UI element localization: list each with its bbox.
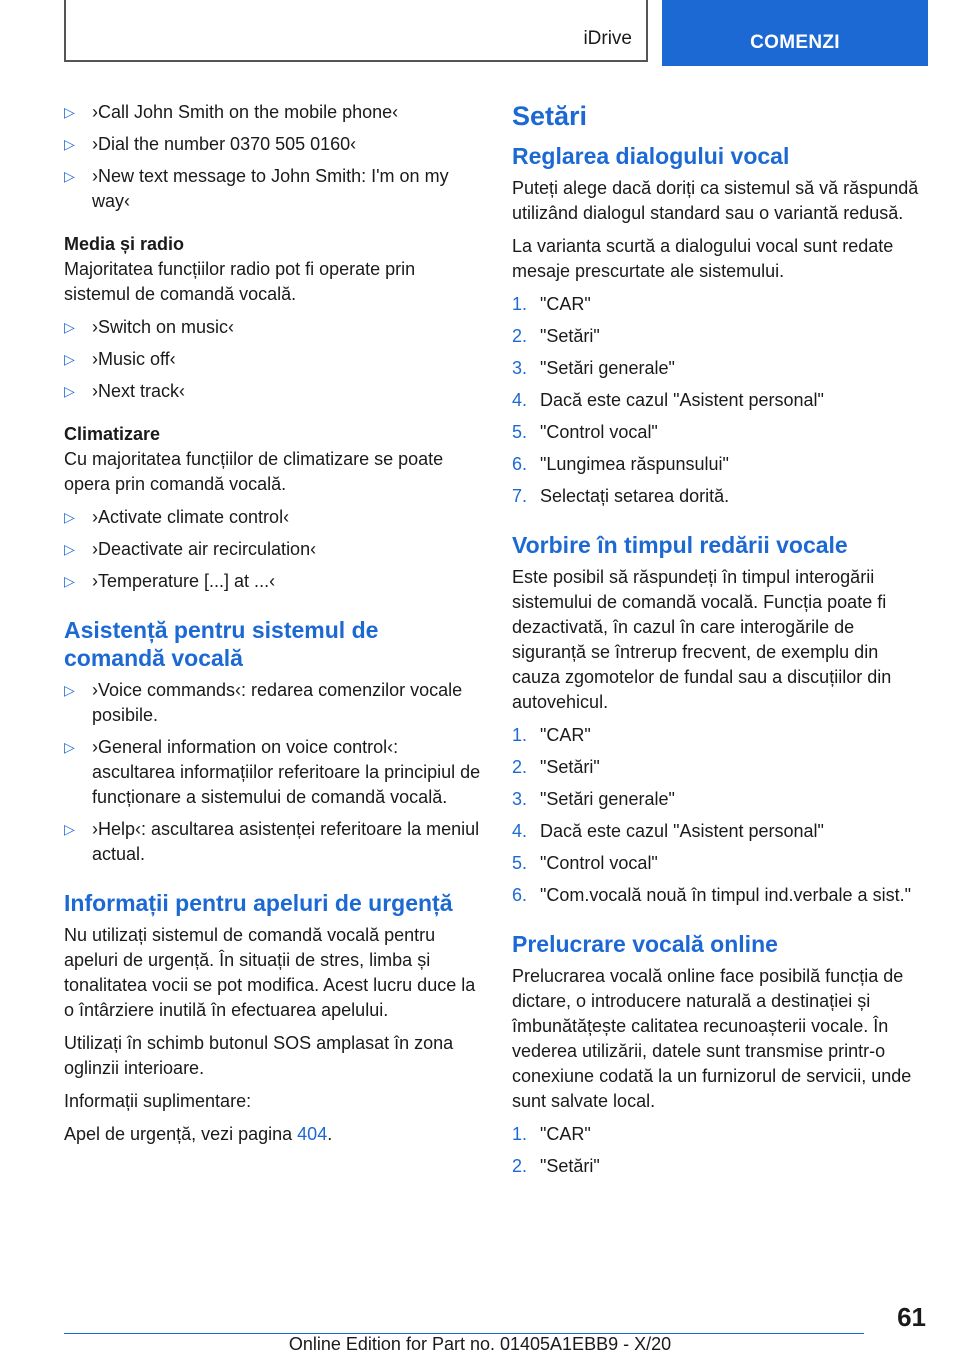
triangle-bullet-icon: ▷ — [64, 136, 75, 152]
paragraph: La varianta scurtă a dialogului vocal sunt redate mesaje prescurtate ale sistemului. — [512, 236, 894, 281]
list-item: 2. "Setări" — [512, 1154, 928, 1179]
triangle-bullet-icon: ▷ — [64, 104, 75, 120]
triangle-bullet-icon: ▷ — [64, 168, 75, 184]
step-number: 2. — [512, 757, 528, 777]
paragraph: Cu majoritatea funcțiilor de climatizare se poate opera prin comandă vocală. — [64, 449, 444, 494]
section-heading: Asistență pentru sistemul de comandă vocală — [64, 617, 379, 671]
step-number: 2. — [512, 1156, 528, 1176]
section-heading: Informații pentru apeluri de urgență — [64, 890, 453, 916]
paragraph: Apel de urgență, vezi pagina 404. — [64, 1124, 333, 1144]
list-item: 5. "Control vocal" — [512, 851, 928, 876]
page-header — [64, 0, 928, 66]
list-item: 3. "Setări generale" — [512, 356, 928, 381]
step-number: 4. — [512, 821, 528, 841]
triangle-bullet-icon: ▷ — [64, 821, 75, 837]
triangle-bullet-icon: ▷ — [64, 573, 75, 589]
triangle-bullet-icon: ▷ — [64, 739, 75, 755]
step-number: 6. — [512, 454, 528, 474]
list-item: 1. "CAR" — [512, 292, 928, 317]
section-heading: Climatizare — [64, 424, 161, 444]
edition-footer: Online Edition for Part no. 01405A1EBB9 - X/20 — [288, 1334, 672, 1354]
step-number: 1. — [512, 1124, 528, 1144]
list-item: 7. Selectați setarea dorită. — [512, 484, 928, 509]
left-column — [64, 100, 484, 1155]
step-number: 3. — [512, 789, 528, 809]
step-number: 7. — [512, 486, 528, 506]
triangle-bullet-icon: ▷ — [64, 351, 75, 367]
chapter-title: iDrive — [583, 28, 632, 49]
list-item: ▷ ›Voice commands‹: redarea comenzilor vocale posibile. — [64, 680, 463, 725]
list-item: ▷ ›General information on voice control‹: ascultarea informațiilor referitoare la principiul de funcționare a sistemului de comandă vocală. — [64, 737, 481, 807]
list-item: 2. "Setări" — [512, 755, 928, 780]
step-number: 5. — [512, 853, 528, 873]
step-number: 1. — [512, 725, 528, 745]
list-item: 5. "Control vocal" — [512, 420, 928, 445]
section-tab: COMENZI — [662, 0, 928, 66]
list-item: 2. "Setări" — [512, 324, 928, 349]
list-item: 1. "CAR" — [512, 1122, 928, 1147]
right-column — [512, 100, 928, 1186]
paragraph: Informații suplimentare: — [64, 1091, 252, 1111]
paragraph: Majoritatea funcțiilor radio pot fi operate prin sistemul de comandă vocală. — [64, 259, 416, 304]
list-item: ▷ ›Deactivate air recirculation‹ — [64, 537, 484, 562]
list-item: ▷ ›Call John Smith on the mobile phone‹ — [64, 100, 484, 125]
triangle-bullet-icon: ▷ — [64, 682, 75, 698]
list-item: ▷ ›Activate climate control‹ — [64, 505, 484, 530]
section-heading: Reglarea dialogului vocal — [512, 143, 790, 169]
triangle-bullet-icon: ▷ — [64, 509, 75, 525]
triangle-bullet-icon: ▷ — [64, 319, 75, 335]
list-item: ▷ ›Next track‹ — [64, 379, 484, 404]
paragraph: Este posibil să răspundeți în timpul interogării sistemului de comandă vocală. Funcția poate fi dezactivată, în cazul în care interogările de siguranță se întrerup frecvent, de exemplu din cauza zgomotelor de fundal sau a discuțiilor din autovehicul. — [512, 567, 892, 712]
list-item: ▷ ›Dial the number 0370 505 0160‹ — [64, 132, 484, 157]
list-item: ▷ ›Help‹: ascultarea asistenței referitoare la meniul actual. — [64, 819, 480, 864]
page-title: Setări — [512, 101, 588, 131]
list-item: 6. "Lungimea răspunsului" — [512, 452, 928, 477]
section-heading: Media și radio — [64, 234, 185, 254]
list-item: 4. Dacă este cazul "Asistent personal" — [512, 388, 928, 413]
paragraph: Utilizați în schimb butonul SOS amplasat în zona oglinzii interioare. — [64, 1033, 454, 1078]
section-heading: Vorbire în timpul redării vocale — [512, 532, 848, 558]
page-link[interactable]: 404 — [297, 1124, 328, 1144]
page-number: 61 — [897, 1302, 926, 1332]
step-number: 4. — [512, 390, 528, 410]
step-number: 5. — [512, 422, 528, 442]
step-number: 1. — [512, 294, 528, 314]
paragraph: Puteți alege dacă doriți ca sistemul să vă răspundă utilizând dialogul standard sau o variantă redusă. — [512, 178, 919, 223]
list-item: 1. "CAR" — [512, 723, 928, 748]
list-item: ▷ ›Temperature [...] at ...‹ — [64, 569, 484, 594]
triangle-bullet-icon: ▷ — [64, 383, 75, 399]
paragraph: Nu utilizați sistemul de comandă vocală pentru apeluri de urgență. În situații de stres, limba și tonalitatea vocii se pot modifica. Acest lucru duce la o întârziere inutilă în efectuarea apelului. — [64, 925, 476, 1020]
section-heading: Prelucrare vocală online — [512, 931, 778, 957]
list-item: 3. "Setări generale" — [512, 787, 928, 812]
list-item: 6. "Com.vocală nouă în timpul ind.verbale a sist." — [512, 883, 928, 908]
step-number: 3. — [512, 358, 528, 378]
list-item: ▷ ›New text message to John Smith: I'm on my way‹ — [64, 166, 449, 211]
triangle-bullet-icon: ▷ — [64, 541, 75, 557]
paragraph: Prelucrarea vocală online face posibilă funcția de dictare, o introducere naturală a destinației și îmbunătățește calitatea recunoașterii vocale. În vederea utilizării, datele sunt transmise printr-o conexiune codată la un furnizorul de servicii, unde sunt salvate local. — [512, 966, 912, 1111]
step-number: 6. — [512, 885, 528, 905]
chapter-box — [64, 0, 648, 62]
list-item: 4. Dacă este cazul "Asistent personal" — [512, 819, 928, 844]
list-item: ▷ ›Music off‹ — [64, 347, 484, 372]
step-number: 2. — [512, 326, 528, 346]
list-item: ▷ ›Switch on music‹ — [64, 315, 484, 340]
